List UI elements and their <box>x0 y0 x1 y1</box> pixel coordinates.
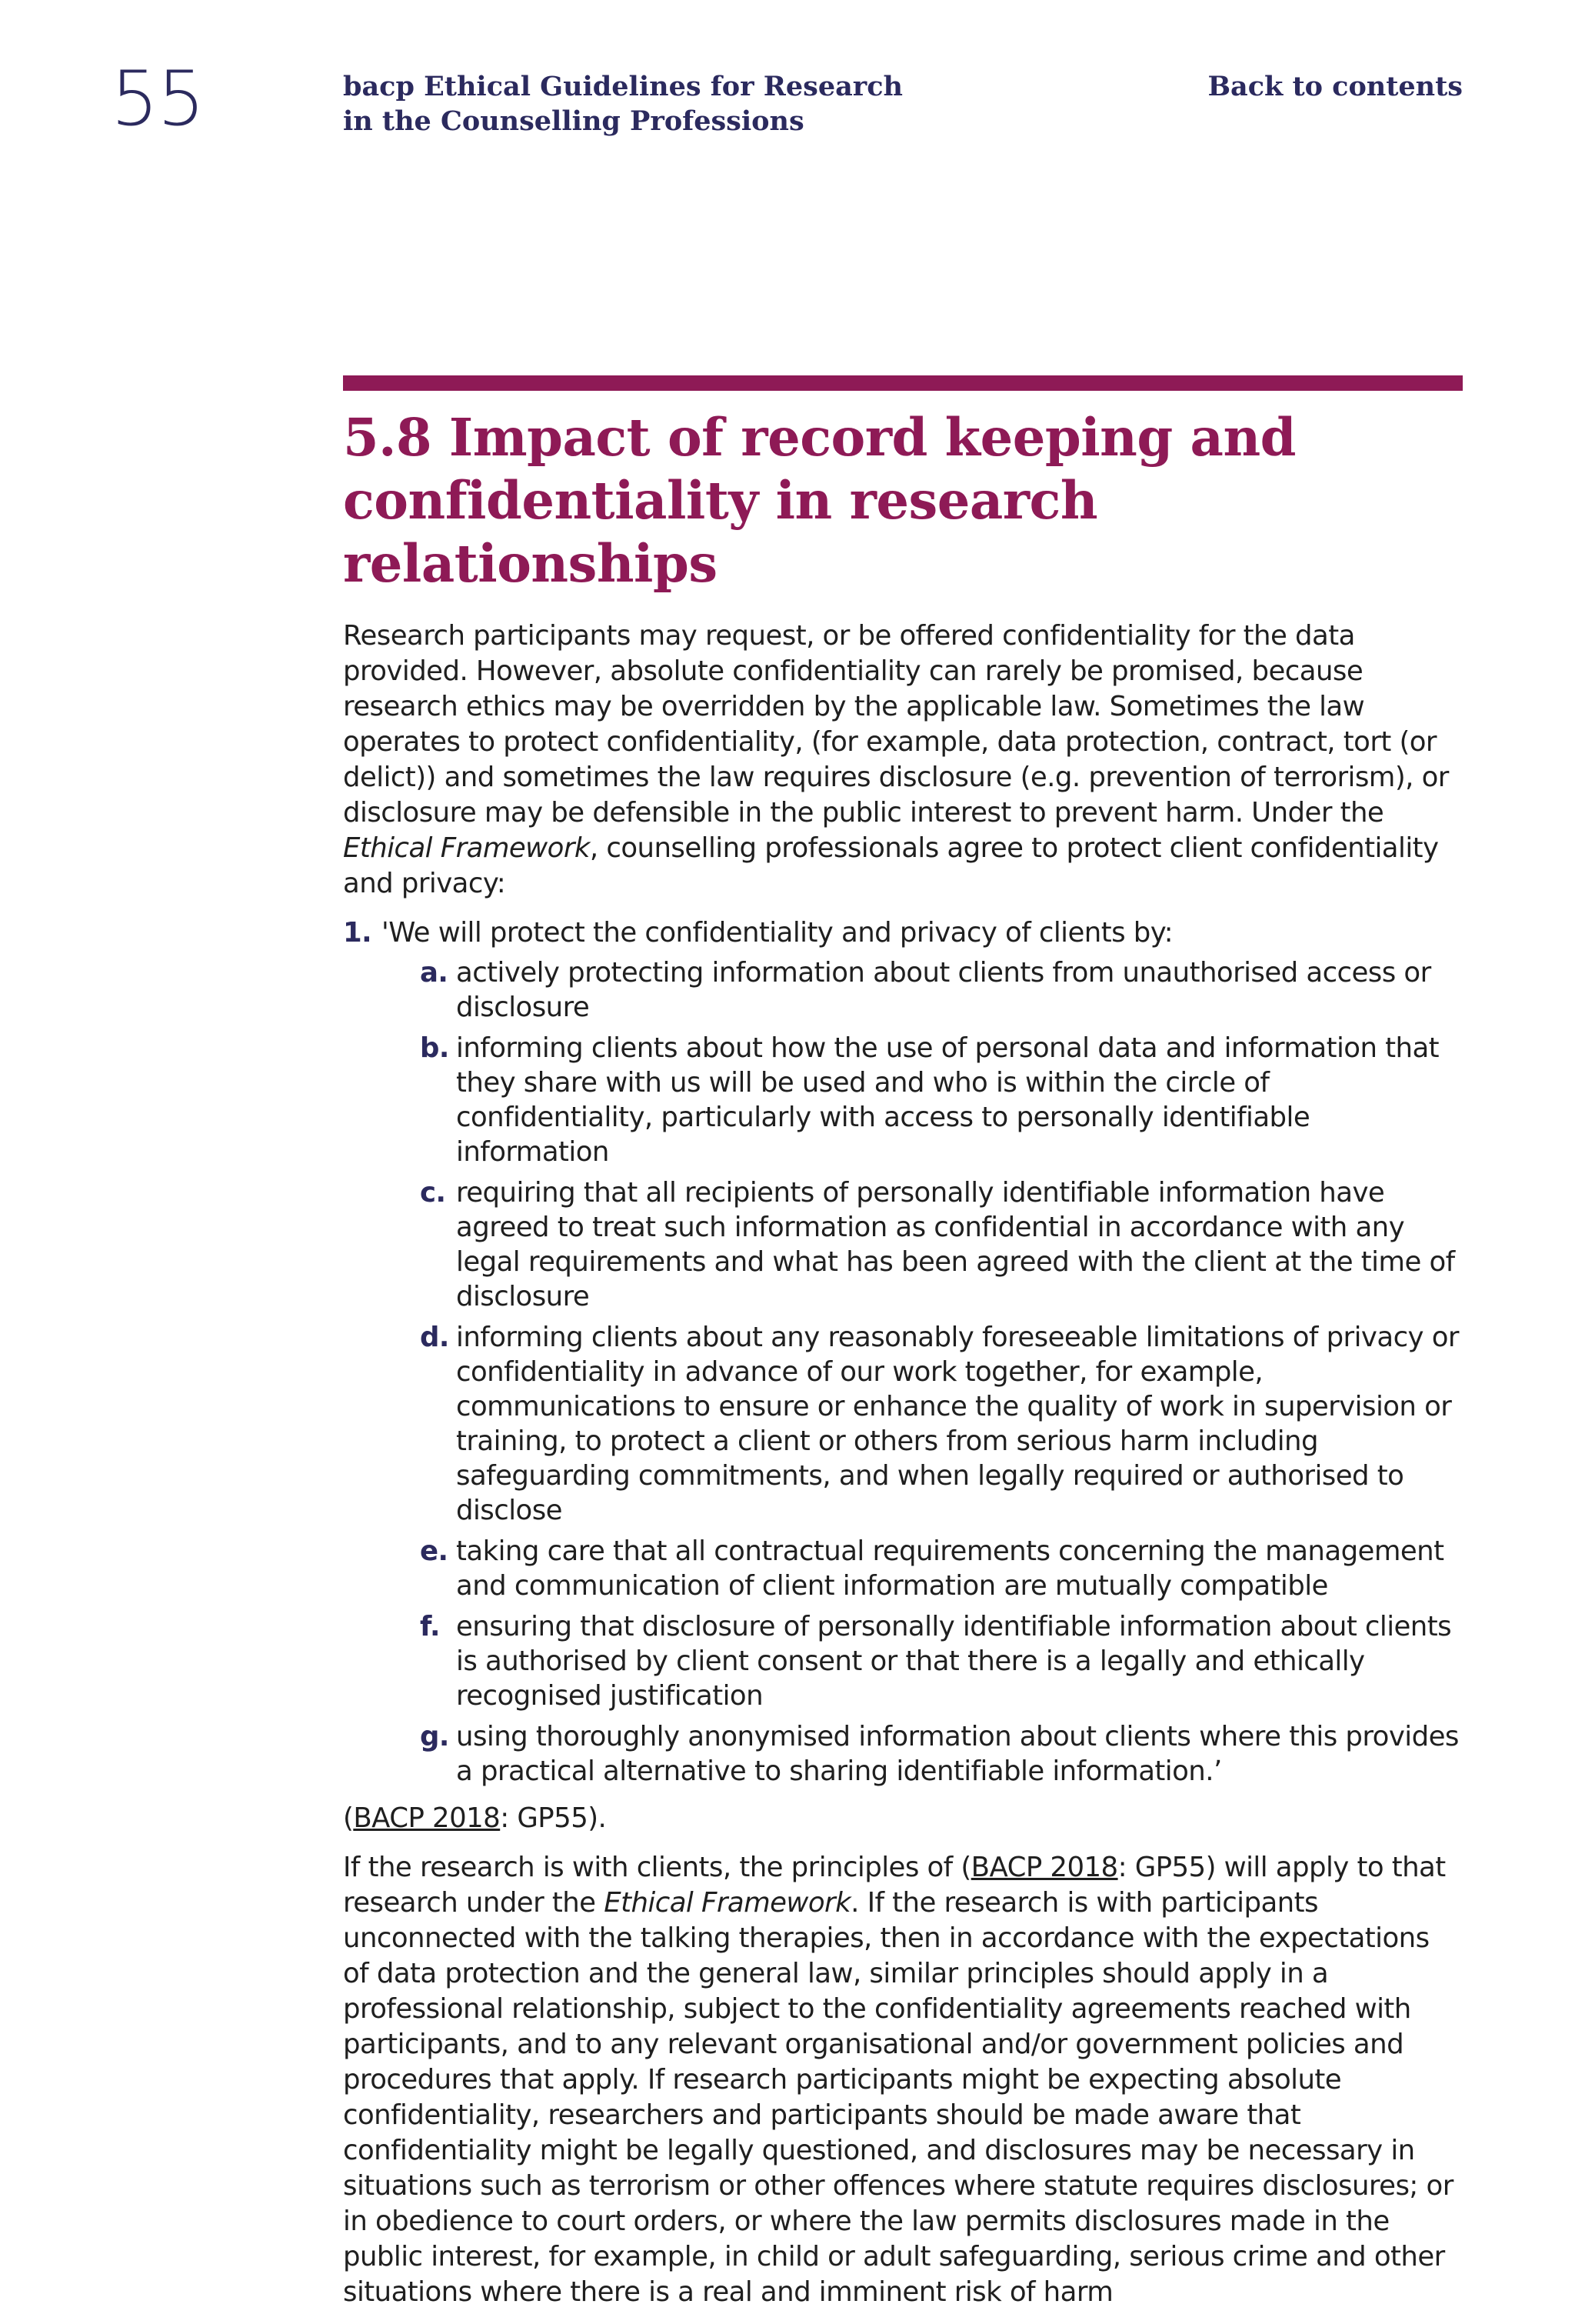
closing-italic: Ethical Framework <box>604 1887 851 1919</box>
sub-list-marker: c. <box>420 1177 446 1209</box>
sub-list-item <box>381 1609 1463 1713</box>
sub-list-item <box>381 1031 1463 1169</box>
bacp-2018-reference-link[interactable]: BACP 2018 <box>971 1852 1118 1883</box>
citation-open: ( <box>343 1802 354 1834</box>
document-title-line-1: bacp Ethical Guidelines for Research <box>343 71 903 102</box>
sub-list-marker: g. <box>420 1721 449 1752</box>
list-item-text: 'We will protect the confidentiality and privacy of clients by: <box>381 917 1174 949</box>
section-title-line-2: confidentiality in research relationships <box>343 470 1098 594</box>
section-divider <box>343 375 1463 391</box>
sub-list-item <box>381 1175 1463 1314</box>
section-title-line-1: 5.8 Impact of record keeping and <box>343 407 1297 468</box>
intro-text-2: , counselling professionals agree to protect client confidentiality and privacy: <box>343 832 1439 899</box>
sub-list-item <box>381 1320 1463 1528</box>
closing-text-2: : GP55) will apply to that research under the <box>343 1852 1446 1919</box>
section-title <box>343 406 1463 595</box>
sub-list-marker: f. <box>420 1611 440 1642</box>
back-to-contents-link[interactable]: Back to contents <box>1207 71 1463 102</box>
sub-list <box>381 955 1463 1789</box>
intro-paragraph <box>343 619 1463 902</box>
list-item <box>343 915 1463 1789</box>
citation-close: : GP55). <box>500 1802 607 1834</box>
document-title-line-2: in the Counselling Professions <box>343 105 804 137</box>
citation <box>343 1801 1463 1836</box>
sub-list-item-text: ensuring that disclosure of personally identifiable information about clients is authorised by client consent or that there is a legally and ethically recognised justification <box>456 1611 1452 1712</box>
sub-list-marker: d. <box>420 1322 449 1353</box>
sub-list-item <box>381 1719 1463 1789</box>
intro-italic: Ethical Framework <box>343 832 590 864</box>
closing-text-3: . If the research is with participants unconnected with the talking therapies, then in accordance with the expectations of data protection and the general law, similar principles should apply in a professional relationship, subject to the confidentiality agreements reached with participants, and to any relevant organisational and/or government policies and procedures that apply. If research participants might be expecting absolute confidentiality, researchers and participants should be made aware that confidentiality might be legally questioned, and disclosures may be necessary in situations such as terrorism or other offences where statute requires disclosures; or in obedience to court orders, or where the law permits disclosures made in the public interest, for example, in child or adult safeguarding, serious crime and other situations where there is a real and imminent risk of harm <box>343 1887 1453 2308</box>
list-marker: 1. <box>343 917 372 949</box>
sub-list-marker: a. <box>420 957 448 989</box>
sub-list-item-text: requiring that all recipients of personally identifiable information have agreed to treat such information as confidential in accordance with any legal requirements and what has been agreed with the client at the time of disclosure <box>456 1177 1455 1312</box>
page-number: 55 <box>111 55 204 143</box>
sub-list-item-text: actively protecting information about clients from unauthorised access or disclosure <box>456 957 1431 1023</box>
main-content <box>343 375 1463 2324</box>
sub-list-item-text: informing clients about any reasonably foreseeable limitations of privacy or confidentiality in advance of our work together, for example, communications to ensure or enhance the quality of work in supervision or training, to protect a client or others from serious harm including safeguarding commitments, and when legally required or authorised to disclose <box>456 1322 1459 1526</box>
intro-text-1: Research participants may request, or be offered confidentiality for the data provided. However, absolute confidentiality can rarely be promised, because research ethics may be overridden by the applicable law. Sometimes the law operates to protect confidentiality, (for example, data protection, contract, tort (or delict)) and sometimes the law requires disclosure (e.g. prevention of terrorism), or disclosure may be defensible in the public interest to prevent harm. Under the <box>343 620 1449 829</box>
sub-list-item-text: taking care that all contractual requirements concerning the management and communication of client information are mutually compatible <box>456 1535 1444 1602</box>
sub-list-marker: b. <box>420 1032 449 1064</box>
bacp-2018-reference-link[interactable]: BACP 2018 <box>353 1802 501 1834</box>
principles-list <box>343 915 1463 1789</box>
sub-list-marker: e. <box>420 1535 448 1567</box>
sub-list-item-text: informing clients about how the use of personal data and information that they share with us will be used and who is within the circle of confidentiality, particularly with access to personally identifiable information <box>456 1032 1440 1168</box>
document-title <box>343 69 1112 138</box>
sub-list-item <box>381 955 1463 1025</box>
closing-paragraph <box>343 1850 1463 2310</box>
closing-text-1: If the research is with clients, the principles of ( <box>343 1852 971 1883</box>
sub-list-item-text: using thoroughly anonymised information about clients where this provides a practical alternative to sharing identifiable information.’ <box>456 1721 1459 1787</box>
sub-list-item <box>381 1534 1463 1603</box>
